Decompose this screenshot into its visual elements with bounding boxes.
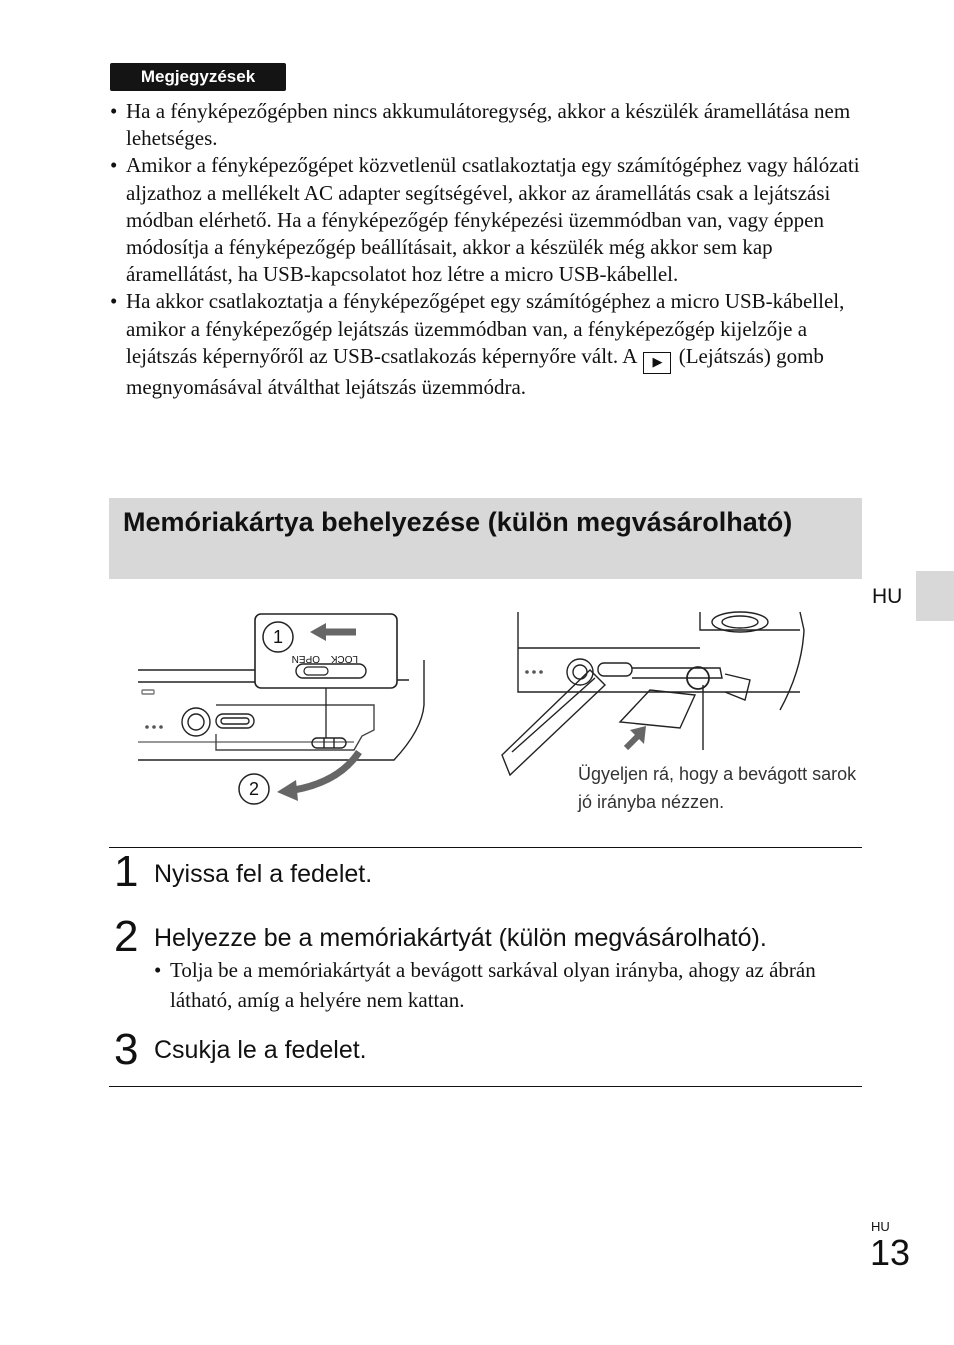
step-text: Nyissa fel a fedelet. [154,860,373,888]
note-text: (Lejátszás) gomb megnyomásával átválthat lejátszás üzemmódra. [126,343,824,399]
play-icon: ▶ [643,352,671,374]
note-item: • Ha a fényképezőgépben nincs akkumulátoregység, akkor a készülék áramellátása nem lehetséges. [110,98,870,152]
side-language-label: HU [872,585,903,608]
switch-open-label: OPEN [291,653,320,664]
switch-lock-label: LOCK [330,653,358,664]
insert-card-illustration [500,610,810,780]
footer-language: HU [871,1219,890,1234]
step-number: 3 [114,1025,139,1074]
note-item [110,288,870,401]
open-cover-illustration [134,610,434,810]
callout-1-label: 1 [272,627,284,647]
step-note-list [154,955,854,1015]
note-text: Ha akkor csatlakoztatja a fényképezőgépet egy számítógéphez a micro USB-kábellel, amikor a fényképezőgép lejátszás üzemmódban van, a fényképezőgép kijelzője a lejátszás képernyőről az USB-csatlakozás képernyőre vált. A [126,289,845,368]
step-text: Helyezze be a memóriakártyát (külön megvásárolható). [154,924,767,952]
steps-bottom-rule [109,1086,862,1087]
step-note: • Tolja be a memóriakártyát a bevágott sarkával olyan irányba, ahogy az ábrán látható, amíg a helyére nem kattan. [154,955,854,1015]
side-language-tab [916,571,954,621]
section-title: Memóriakártya behelyezése (külön megvásárolható) [123,507,793,537]
callout-2-label: 2 [248,779,260,799]
page-number: 13 [870,1232,911,1273]
note-item: • Amikor a fényképezőgépet közvetlenül csatlakoztatja egy számítógéphez vagy hálózati aljzathoz a mellékelt AC adapter segítségével, akkor az áramellátás csak a lejátszási módban elérhető. Ha a fényképezőgép fényképezési üzemmódban van, vagy éppen módosítja a fényképezőgép beállításait, akkor a készülék még akkor sem kap áramellátást, ha USB-kapcsolatot hoz létre a micro USB-kábellel. [110,152,870,288]
notes-list [110,98,870,401]
section-header [109,498,862,579]
step-number: 2 [114,912,139,961]
figure-caption: Ügyeljen rá, hogy a bevágott sarok jó irányba nézzen. [578,764,857,812]
steps-top-rule [109,847,862,848]
notes-heading-badge: Megjegyzések [110,63,286,91]
step-number: 1 [114,847,139,896]
step-text: Csukja le a fedelet. [154,1036,367,1064]
